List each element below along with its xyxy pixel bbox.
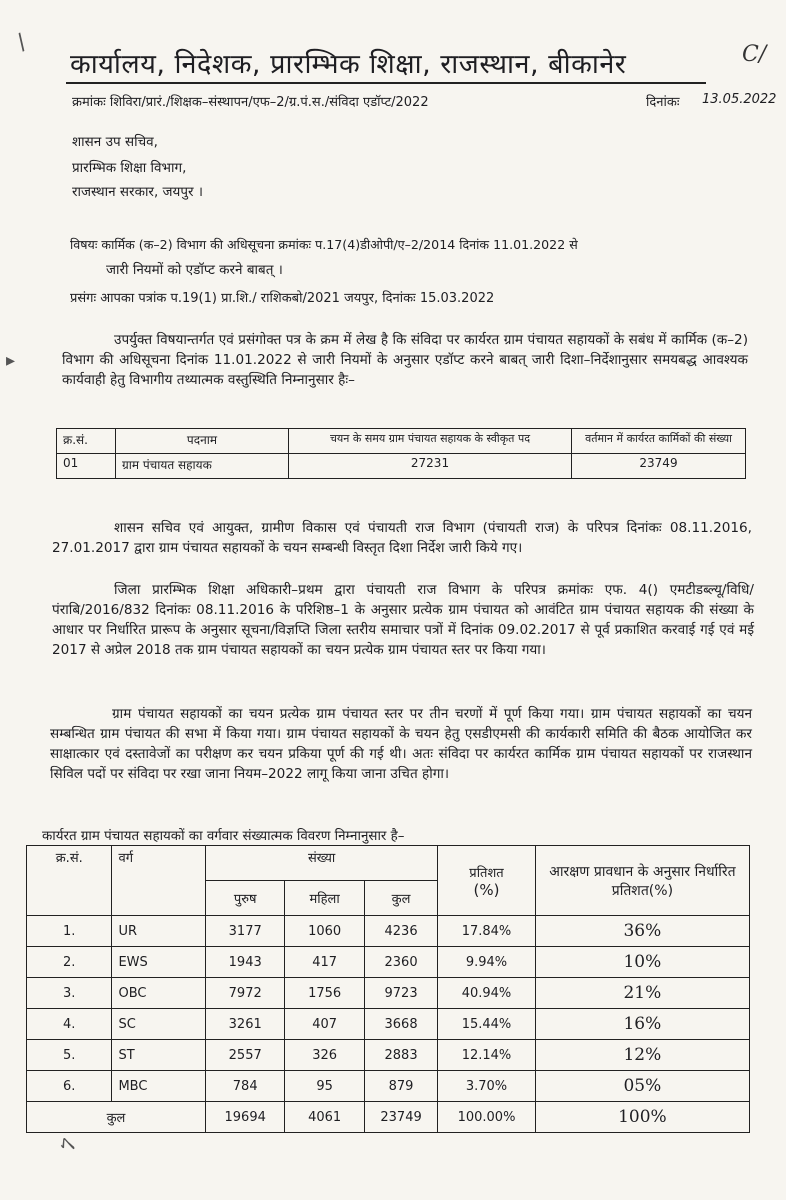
posts-cell-sanctioned: 27231 [289, 454, 572, 479]
row-total: 2883 [364, 1040, 437, 1071]
row-total: 9723 [364, 978, 437, 1009]
paragraph-2: शासन सचिव एवं आयुक्त, ग्रामीण विकास एवं पंचायती राज विभाग (पंचायती राज) के परिपत्र दिनांकः 08.11.2016, 27.01.2017 द्वारा ग्राम पंचायत सहायकों के चयन सम्बन्धी विस्तृत दिशा निर्देश जारी किये गए। [52, 520, 752, 556]
margin-arrow-mark: ▸ [6, 350, 16, 371]
row-reservation: 12% [535, 1040, 749, 1071]
row-percent: 9.94% [438, 947, 536, 978]
row-reservation: 21% [535, 978, 749, 1009]
row-sno: 4. [27, 1009, 112, 1040]
posts-table-header [57, 429, 746, 454]
address-line-2: प्रारम्भिक शिक्षा विभाग, [72, 160, 187, 176]
header-total: कुल [364, 881, 437, 916]
row-female: 407 [285, 1009, 364, 1040]
row-category: MBC [112, 1071, 206, 1102]
row-total: 879 [364, 1071, 437, 1102]
corner-tick-mark: / [12, 29, 32, 56]
header-category: वर्ग [112, 846, 206, 916]
date-value: 13.05.2022 [702, 92, 777, 107]
corner-handwritten-mark: C/ [742, 42, 767, 67]
header-percent-label: प्रतिशत [469, 865, 504, 881]
posts-cell-sno: 01 [57, 454, 116, 479]
header-reservation: आरक्षण प्रावधान के अनुसार निर्धारित प्रतिशत(%) [535, 846, 749, 916]
category-table-header [27, 846, 750, 881]
table-row [27, 1071, 750, 1102]
heading-underline [66, 82, 706, 84]
row-male: 784 [205, 1071, 284, 1102]
row-reservation: 10% [535, 947, 749, 978]
row-category: SC [112, 1009, 206, 1040]
address-line-1: शासन उप सचिव, [72, 134, 158, 150]
total-reservation: 100% [535, 1102, 749, 1133]
row-total: 4236 [364, 916, 437, 947]
posts-table [56, 428, 746, 479]
paragraph-1: उपर्युक्त विषयान्तर्गत एवं प्रसंगोक्त पत्र के क्रम में लेख है कि संविदा पर कार्यरत ग्राम पंचायत सहायकों के सबंध में कार्मिक (क–2) विभाग की अधिसूचना दिनांक 11.01.2022 से जारी नियमों के अनुसार एडॉप्ट करने बाबत् जारी दिशा–निर्देशानुसार समयबद्ध आवश्यक कार्यवाही हेतु विभागीय तथ्यात्मक वस्तुस्थिति निम्नानुसार हैः– [62, 332, 748, 388]
row-percent: 15.44% [438, 1009, 536, 1040]
table-row [27, 978, 750, 1009]
address-line-3: राजस्थान सरकार, जयपुर । [72, 184, 203, 200]
date-label: दिनांकः [646, 95, 680, 110]
row-male: 7972 [205, 978, 284, 1009]
row-female: 95 [285, 1071, 364, 1102]
category-table [26, 845, 750, 1133]
posts-cell-working: 23749 [572, 454, 746, 479]
row-male: 2557 [205, 1040, 284, 1071]
posts-cell-designation: ग्राम पंचायत सहायक [116, 454, 289, 479]
header-percent [438, 846, 536, 916]
total-total: 23749 [364, 1102, 437, 1133]
header-male: पुरुष [205, 881, 284, 916]
row-reservation: 36% [535, 916, 749, 947]
table-row [27, 947, 750, 978]
table-row [27, 916, 750, 947]
posts-header-sno: क्र.सं. [57, 429, 116, 454]
row-sno: 5. [27, 1040, 112, 1071]
total-label: कुल [27, 1102, 206, 1133]
row-sno: 6. [27, 1071, 112, 1102]
paragraph-3: जिला प्रारम्भिक शिक्षा अधिकारी–प्रथम द्वारा पंचायती राज विभाग के परिपत्र क्रमांकः एफ. 4() एमटीडब्ल्यू/विधि/पंराबि/2016/832 दिनांकः 08.11.2016 के परिशिष्ठ–1 के अनुसार प्रत्येक ग्राम पंचायत को आवंटित ग्राम पंचायत सहायक की संख्या के आधार पर निर्धारित प्रारूप के अनुसार सूचना/विज्ञप्ति जिला स्तरीय समाचार पत्रों में दिनांक 09.02.2017 से पूर्व प्रकाशित करवाई गई एवं मई 2017 से अप्रेल 2018 तक ग्राम पंचायत सहायकों का चयन प्रत्येक ग्राम पंचायत स्तर पर किया गया। [52, 582, 754, 658]
row-category: ST [112, 1040, 206, 1071]
row-male: 1943 [205, 947, 284, 978]
row-male: 3261 [205, 1009, 284, 1040]
row-reservation: 05% [535, 1071, 749, 1102]
row-percent: 3.70% [438, 1071, 536, 1102]
posts-table-row [57, 454, 746, 479]
row-sno: 2. [27, 947, 112, 978]
posts-header-designation: पदनाम [116, 429, 289, 454]
table-row [27, 1009, 750, 1040]
subject-reference: प्रसंगः आपका पत्रांक प.19(1) प्रा.शि./ राशिकबो/2021 जयपुर, दिनांकः 15.03.2022 [70, 291, 495, 306]
row-female: 326 [285, 1040, 364, 1071]
row-total: 3668 [364, 1009, 437, 1040]
row-female: 1060 [285, 916, 364, 947]
row-category: EWS [112, 947, 206, 978]
row-category: OBC [112, 978, 206, 1009]
signature-scribble: ﾍ [56, 1128, 78, 1162]
row-reservation: 16% [535, 1009, 749, 1040]
total-male: 19694 [205, 1102, 284, 1133]
subject-line-1: विषयः कार्मिक (क–2) विभाग की अधिसूचना क्रमांकः प.17(4)डीओपी/ए–2/2014 दिनांक 11.01.2022 से [70, 237, 578, 252]
row-sno: 1. [27, 916, 112, 947]
header-percent-symbol: (%) [473, 880, 500, 899]
row-female: 1756 [285, 978, 364, 1009]
row-percent: 17.84% [438, 916, 536, 947]
header-sno: क्र.सं. [27, 846, 112, 916]
row-total: 2360 [364, 947, 437, 978]
row-sno: 3. [27, 978, 112, 1009]
table2-intro: कार्यरत ग्राम पंचायत सहायकों का वर्गवार संख्यात्मक विवरण निम्नानुसार है– [42, 829, 405, 844]
total-percent: 100.00% [438, 1102, 536, 1133]
reference-number: क्रमांकः शिविरा/प्रारं./शिक्षक–संस्थापन/एफ–2/ग्र.पं.स./संविदा एडॉप्ट/2022 [72, 95, 429, 110]
total-row [27, 1102, 750, 1133]
header-female: महिला [285, 881, 364, 916]
row-category: UR [112, 916, 206, 947]
row-female: 417 [285, 947, 364, 978]
subject-line-2: जारी नियमों को एडॉप्ट करने बाबत् । [106, 262, 283, 278]
row-percent: 12.14% [438, 1040, 536, 1071]
row-male: 3177 [205, 916, 284, 947]
header-count: संख्या [205, 846, 437, 881]
posts-header-sanctioned: चयन के समय ग्राम पंचायत सहायक के स्वीकृत पद [289, 429, 572, 454]
posts-header-working: वर्तमान में कार्यरत कार्मिकों की संख्या [572, 429, 746, 454]
office-heading: कार्यालय, निदेशक, प्रारम्भिक शिक्षा, राजस्थान, बीकानेर [70, 49, 627, 80]
paragraph-4: ग्राम पंचायत सहायकों का चयन प्रत्येक ग्राम पंचायत स्तर पर तीन चरणों में पूर्ण किया गया। ग्राम पंचायत सहायकों का चयन सम्बन्धित ग्राम पंचायत की सभा में किया गया। ग्राम पंचायत सहायकों के चयन हेतु एसडीएमसी की कार्यकारी समिति की बैठक आयोजित कर साक्षात्कार एवं दस्तावेजों का परीक्षण कर चयन प्रकिया पूर्ण की गई थी। अतः संविदा पर कार्यरत कार्मिक ग्राम पंचायत सहायकों पर राजस्थान सिविल पदों पर संविदा पर रखा जाना नियम–2022 लागू किया जाना उचित होगा। [50, 706, 752, 782]
table-row [27, 1040, 750, 1071]
total-female: 4061 [285, 1102, 364, 1133]
row-percent: 40.94% [438, 978, 536, 1009]
